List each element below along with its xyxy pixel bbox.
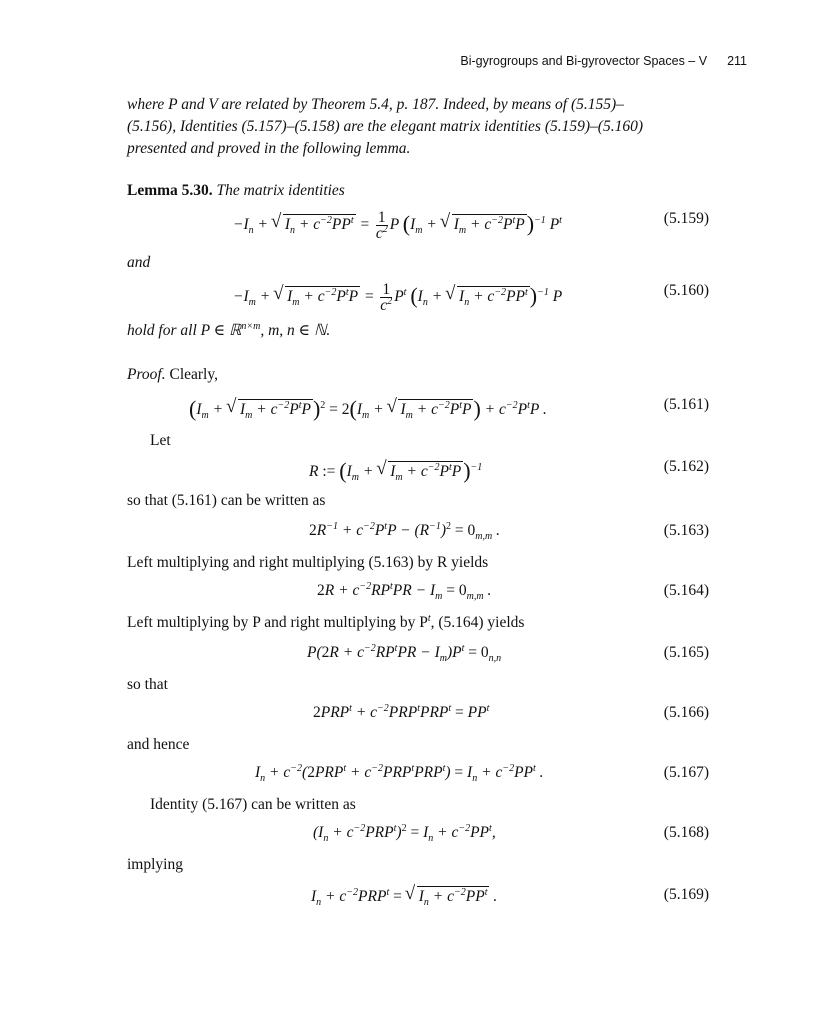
text-left-mult-164: Left multiplying by P and right multiplying by $P^t$, (5.164) yields	[127, 612, 525, 631]
let-word: Let	[150, 432, 171, 449]
equation-5-165	[127, 644, 709, 674]
equation-number: (5.167)	[663, 764, 709, 781]
equation-number: (5.164)	[663, 582, 709, 599]
text-so-that: so that	[127, 676, 168, 693]
intro-line: where P and V are related by Theorem 5.4, p. 187. Indeed, by means of (5.155)–	[127, 96, 624, 113]
text-part: Left multiplying by P and right multiplying by P	[127, 614, 428, 631]
equation-body: ($I_m$ + √ $I_m + c^{-2}P^tP)^2 = 2(I_m$ + √ $I_m + c^{-2}P^tP) + c^{-2}P^tP$ .	[189, 396, 547, 422]
intro-paragraph	[127, 94, 709, 160]
text-part: , (5.164) yields	[430, 614, 525, 631]
equation-body: $2R + c^{-2}RP^tPR - I_m = 0_{m,m}$ .	[317, 580, 492, 603]
lemma-title: Lemma 5.30.	[127, 182, 213, 199]
text-left-mult-163: Left multiplying and right multiplying (5.163) by R yields	[127, 554, 489, 571]
equation-number: (5.166)	[663, 704, 709, 721]
proof-start	[127, 364, 709, 386]
equation-5-161	[127, 396, 709, 426]
page-number: 211	[727, 54, 747, 68]
text-so-that-161: so that (5.161) can be written as	[127, 492, 326, 509]
running-title: Bi-gyrogroups and Bi-gyrovector Spaces – V	[460, 54, 708, 68]
hold-superscript: n×m	[241, 320, 261, 332]
equation-5-159	[127, 210, 709, 240]
text-implying: implying	[127, 856, 183, 873]
equation-5-162	[127, 458, 709, 488]
proof-label: Proof.	[127, 366, 166, 383]
equation-number: (5.162)	[663, 458, 709, 475]
equation-body: $2R^{-1} + c^{-2}P^tP - (R^{-1})^2 = 0_{m,m}$ .	[309, 520, 500, 543]
equation-5-168	[127, 824, 709, 854]
equation-body: $-I_m$ + √ $I_m + c^{-2}P^tP$ = $\frac{1}{c^2}$ $P^t$ ($I_n$ + √ $I_n + c^{-2}PP^t)^{-1}$ P	[233, 282, 562, 313]
equation-number: (5.165)	[663, 644, 709, 661]
equation-number: (5.160)	[663, 282, 709, 299]
intro-line: presented and proved in the following lemma.	[127, 140, 411, 157]
equation-5-169	[127, 886, 709, 916]
equation-5-167	[127, 764, 709, 794]
equation-number: (5.168)	[663, 824, 709, 841]
equation-body: $(I_n + c^{-2}PRP^t)^2 = I_n + c^{-2}PP^t$,	[313, 822, 496, 845]
proof-clearly: Clearly,	[169, 366, 218, 383]
running-header	[460, 54, 747, 68]
and-word: and	[127, 254, 151, 271]
equation-number: (5.163)	[663, 522, 709, 539]
equation-body: $I_n + c^{-2}PRP^t$ = √ $I_n + c^{-2}PP^t$ .	[311, 886, 497, 906]
equation-5-166	[127, 704, 709, 734]
lemma-hold-line	[127, 320, 709, 342]
intro-line: (5.156), Identities (5.157)–(5.158) are the elegant matrix identities (5.159)–(5.160)	[127, 118, 643, 135]
lemma-heading	[127, 180, 709, 202]
equation-body: R := ($I_m$ + √ $I_m + c^{-2}P^tP)^{-1}$	[309, 458, 482, 484]
equation-body: $I_n + c^{-2}(2PRP^t + c^{-2}PRP^tPRP^t) = I_n + c^{-2}PP^t$ .	[255, 762, 544, 785]
text-identity-167: Identity (5.167) can be written as	[150, 796, 356, 813]
equation-5-164	[127, 582, 709, 612]
equation-body: $2PRP^t + c^{-2}PRP^tPRP^t = PP^t$	[313, 702, 490, 721]
equation-number: (5.169)	[663, 886, 709, 903]
hold-text: hold for all P ∈ ℝ	[127, 322, 242, 339]
lemma-intro: The matrix identities	[216, 182, 345, 199]
equation-5-160	[127, 282, 709, 312]
equation-body: $-I_n$ + √ $I_n + c^{-2}PP^t$ = $\frac{1}{c^2}$ P ($I_m$ + √ $I_m + c^{-2}P^tP)^{-1}$ $P^t$	[233, 210, 562, 241]
equation-body: $P(2R + c^{-2}RP^tPR - I_m)P^t = 0_{n,n}$	[307, 642, 502, 665]
equation-number: (5.159)	[663, 210, 709, 227]
equation-number: (5.161)	[663, 396, 709, 413]
text-and-hence: and hence	[127, 736, 190, 753]
hold-tail: , m, n ∈ ℕ.	[260, 322, 331, 339]
equation-5-163	[127, 522, 709, 552]
